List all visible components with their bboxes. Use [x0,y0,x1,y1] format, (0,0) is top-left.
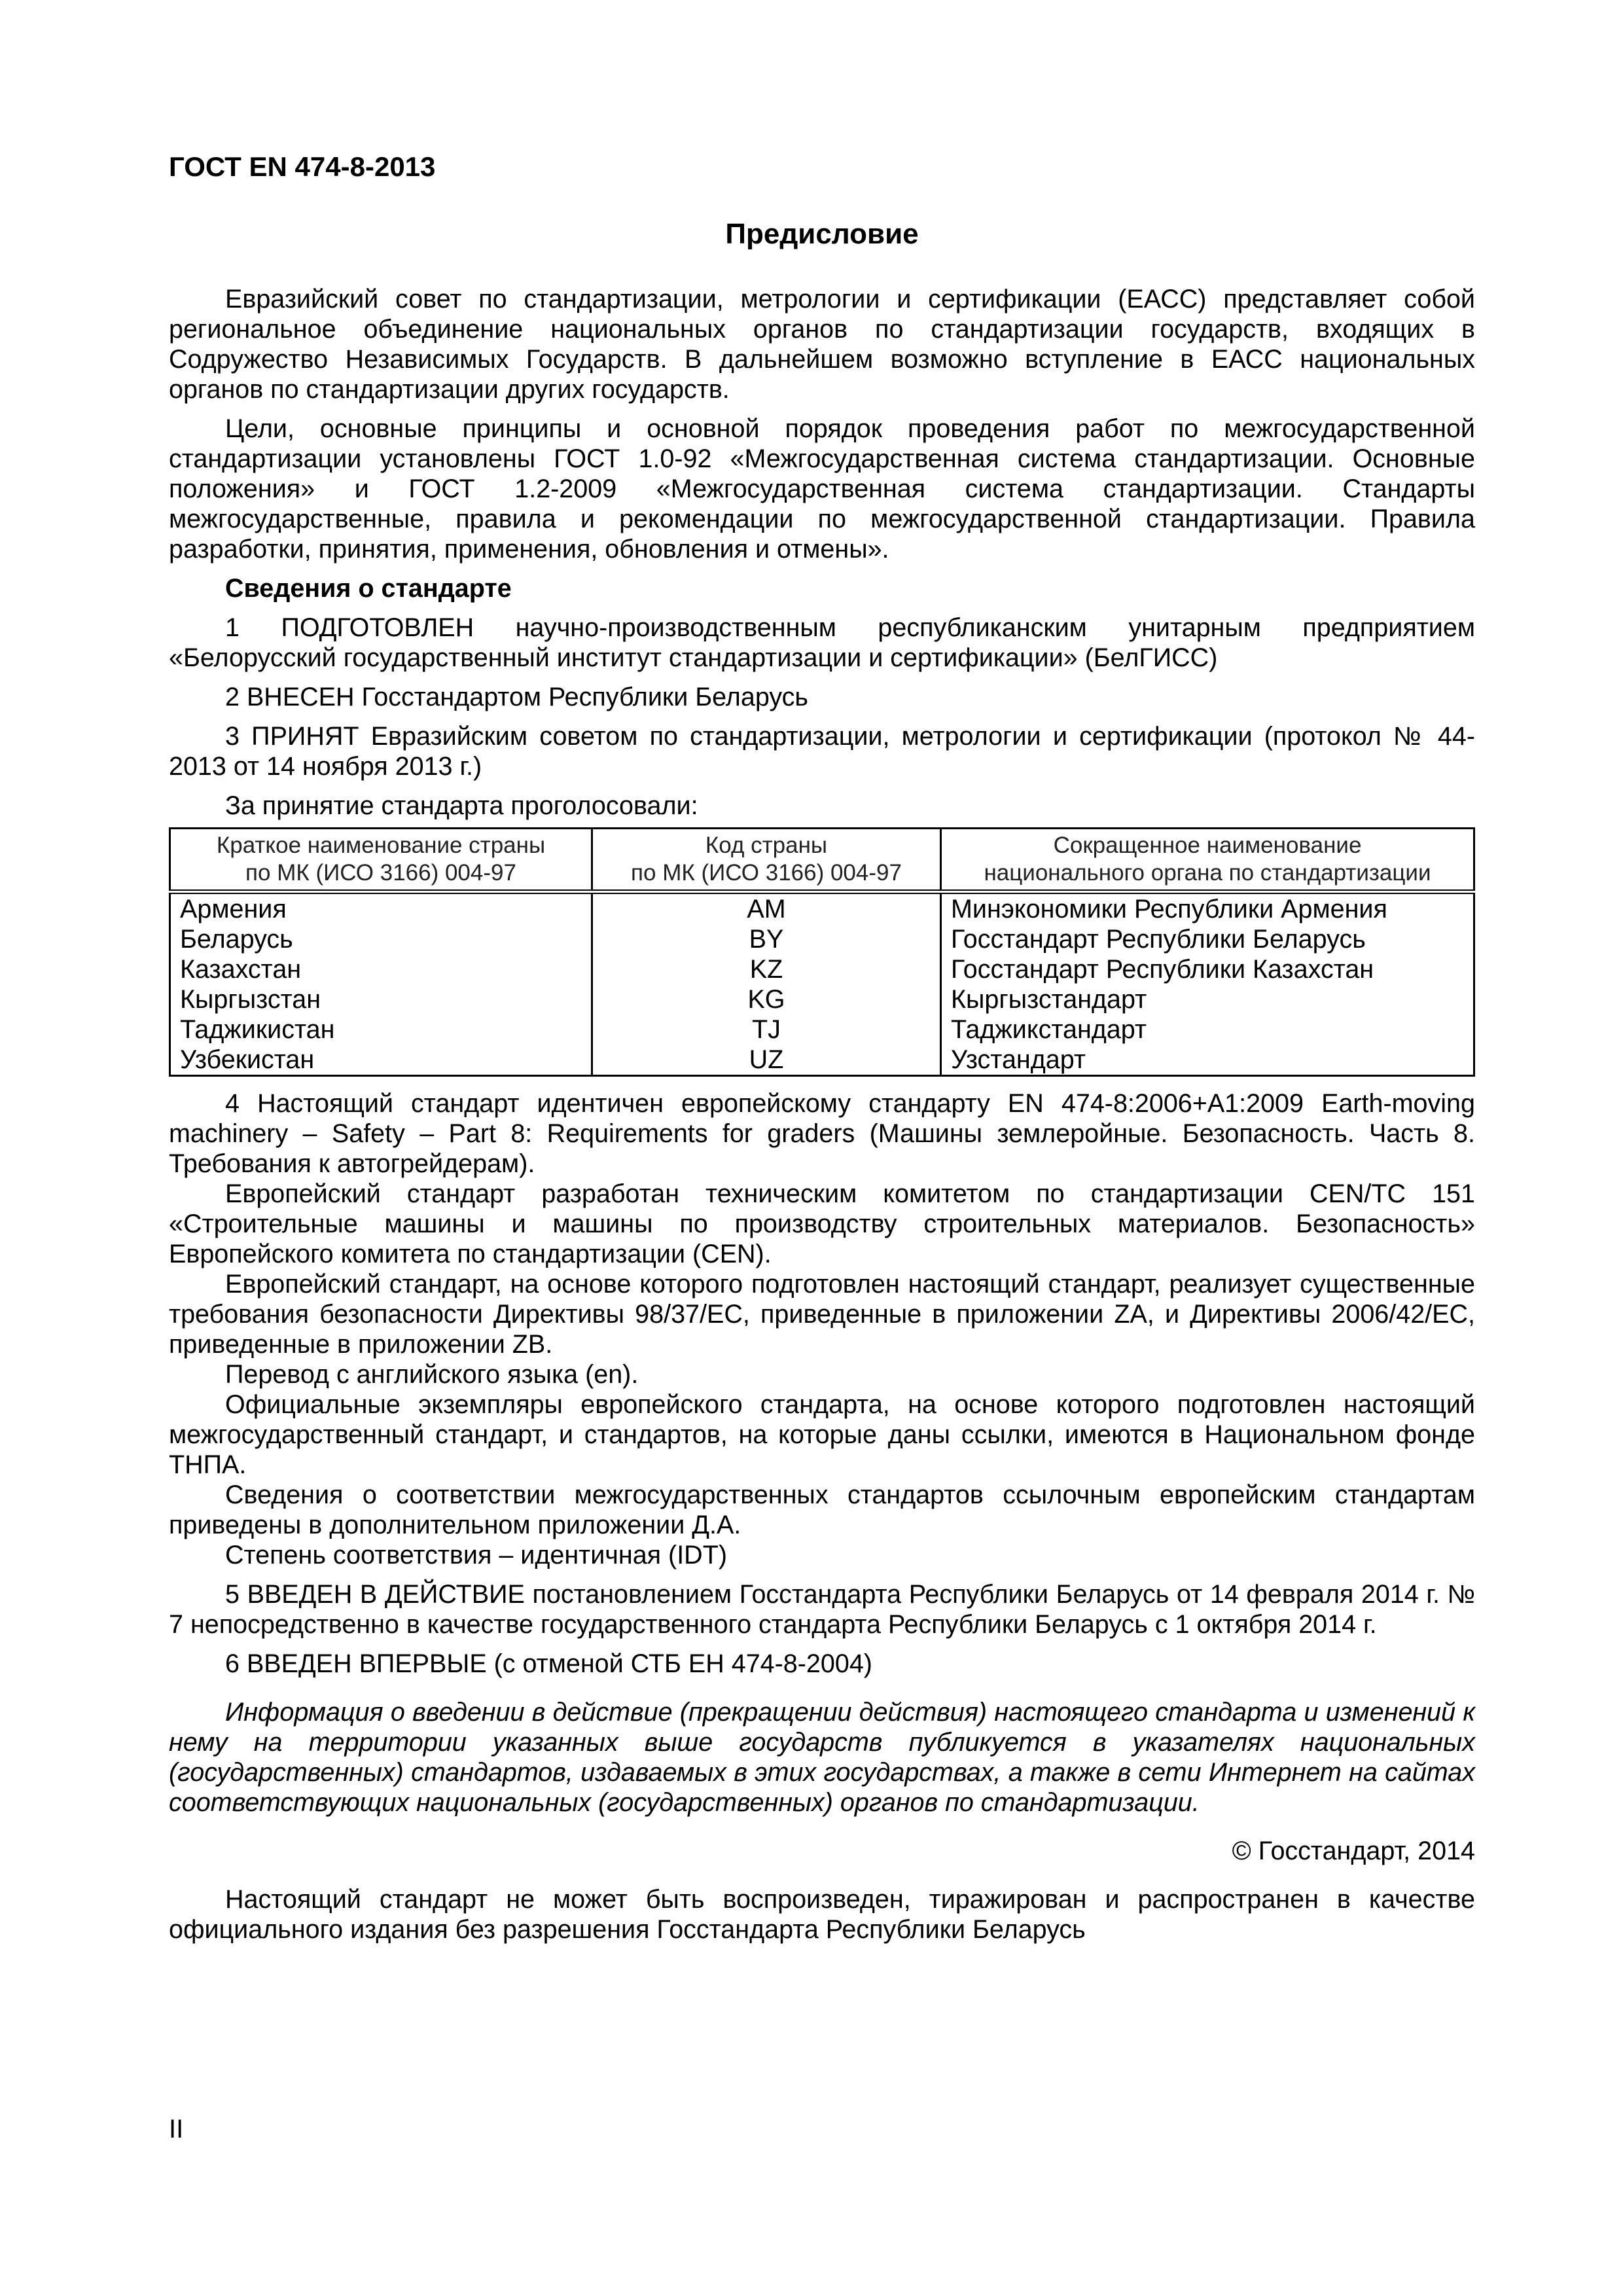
table-header-row [170,829,1474,892]
table-row [170,1045,1474,1076]
table-header-country-line2: по МК (ИСО 3166) 004-97 [245,860,516,886]
publication-notice: Информация о введении в действие (прекращении действия) настоящего стандарта и изменений к нему на территории указанных выше государств публикуется в указателях национальных (государственных) стандартов, издаваемых в этих государствах, а также в сети Интернет на сайтах соответствующих национальных (государственных) органов по стандартизации. [169,1698,1475,1817]
table-row [170,892,1474,925]
table-header-code-line2: по МК (ИСО 3166) 004-97 [631,860,902,886]
intro-paragraph-1: Евразийский совет по стандартизации, метрологии и сертификации (ЕАСС) представляет собой региональное объединение национальных органов по стандартизации государств, входящих в Содружество Независимых Государств. В дальнейшем возможно вступление в ЕАСС национальных органов по стандартизации других государств. [169,285,1475,404]
table-header-code-line1: Код страны [705,833,828,858]
item-4-paragraph-5: Официальные экземпляры европейского стандарта, на основе которого подготовлен настоящий межгосударственный стандарт, и стандартов, на которые даны ссылки, имеются в Национальном фонде ТНПА. [169,1390,1475,1479]
organization-cell: Таджикстандарт [941,1014,1474,1045]
country-name-cell: Казахстан [170,954,592,984]
reproduction-restriction: Настоящий стандарт не может быть воспроизведен, тиражирован и распространен в качестве официального издания без разрешения Госстандарта Республики Беларусь [169,1885,1475,1944]
organization-cell: Госстандарт Республики Казахстан [941,954,1474,984]
table-row [170,954,1474,984]
organization-cell: Узстандарт [941,1045,1474,1076]
organization-cell: Минэкономики Республики Армения [941,892,1474,925]
info-item-3: 3 ПРИНЯТ Евразийским советом по стандартизации, метрологии и сертификации (протокол № 44-2013 от 14 ноября 2013 г.) [169,722,1475,781]
item-4-paragraph-7: Степень соответствия – идентичная (IDT) [225,1541,727,1570]
item-4-paragraph-2: Европейский стандарт разработан техническим комитетом по стандартизации CEN/TC 151 «Строительные машины и машины по производству строительных материалов. Безопасность» Европейского комитета по стандартизации (CEN). [169,1179,1475,1268]
voting-countries-table [169,827,1475,1077]
country-code-cell: UZ [592,1045,941,1076]
country-code-cell: AM [592,892,941,925]
country-name-cell: Таджикистан [170,1014,592,1045]
intro-paragraph-2: Цели, основные принципы и основной порядок проведения работ по межгосударственной стандартизации установлены ГОСТ 1.0-92 «Межгосударственная система стандартизации. Основные положения» и ГОСТ 1.2-2009 «Межгосударственная система стандартизации. Стандарты межгосударственные, правила и рекомендации по межгосударственной стандартизации. Правила разработки, принятия, применения, обновления и отмены». [169,414,1475,564]
info-heading: Сведения о стандарте [225,574,512,603]
document-code-header: ГОСТ EN 474-8-2013 [169,151,436,182]
table-header-country-line1: Краткое наименование страны [216,833,546,858]
country-name-cell: Беларусь [170,924,592,954]
country-code-cell: TJ [592,1014,941,1045]
table-header-code [592,829,941,892]
item-4-paragraph-3: Европейский стандарт, на основе которого подготовлен настоящий стандарт, реализует существенные требования безопасности Директивы 98/37/EC, приведенные в приложении ZA, и Директивы 2006/42/EC, приведенные в приложении ZB. [169,1270,1475,1359]
page-number: II [169,2115,184,2144]
table-header-organization-line1: Сокращенное наименование [1053,833,1362,858]
table-row [170,924,1474,954]
page-title: Предисловие [725,218,919,250]
info-item-2: 2 ВНЕСЕН Госстандартом Республики Беларусь [225,683,808,711]
country-code-cell: BY [592,924,941,954]
item-4-paragraph-1: 4 Настоящий стандарт идентичен европейскому стандарту EN 474-8:2006+A1:2009 Earth-moving machinery – Safety – Part 8: Requirements for graders (Машины землеройные. Безопасность. Часть 8. Требования к автогрейдерам). [169,1089,1475,1178]
country-name-cell: Кыргызстан [170,984,592,1014]
table-row [170,984,1474,1014]
table-header-country [170,829,592,892]
table-header-organization [941,829,1474,892]
document-page [169,151,1475,1945]
item-4-paragraph-4: Перевод с английского языка (en). [225,1360,639,1389]
table-header-organization-line2: национального органа по стандартизации [984,860,1431,886]
item-5: 5 ВВЕДЕН В ДЕЙСТВИЕ постановлением Госстандарта Республики Беларусь от 14 февраля 2014 г. № 7 непосредственно в качестве государственного стандарта Республики Беларусь с 1 октября 2014 г. [169,1580,1475,1639]
country-code-cell: KZ [592,954,941,984]
item-4-paragraph-6: Сведения о соответствии межгосударственных стандартов ссылочным европейским стандартам приведены в дополнительном приложении Д.А. [169,1480,1475,1539]
info-item-1: 1 ПОДГОТОВЛЕН научно-производственным республиканским унитарным предприятием «Белорусский государственный институт стандартизации и сертификации» (БелГИСС) [169,613,1475,672]
country-name-cell: Армения [170,892,592,925]
organization-cell: Кыргызстандарт [941,984,1474,1014]
table-row [170,1014,1474,1045]
country-code-cell: KG [592,984,941,1014]
item-6: 6 ВВЕДЕН ВПЕРВЫЕ (с отменой СТБ ЕН 474-8-2004) [225,1649,872,1678]
voted-intro: За принятие стандарта проголосовали: [225,791,698,820]
organization-cell: Госстандарт Республики Беларусь [941,924,1474,954]
country-name-cell: Узбекистан [170,1045,592,1076]
copyright-notice: © Госстандарт, 2014 [1232,1837,1475,1865]
